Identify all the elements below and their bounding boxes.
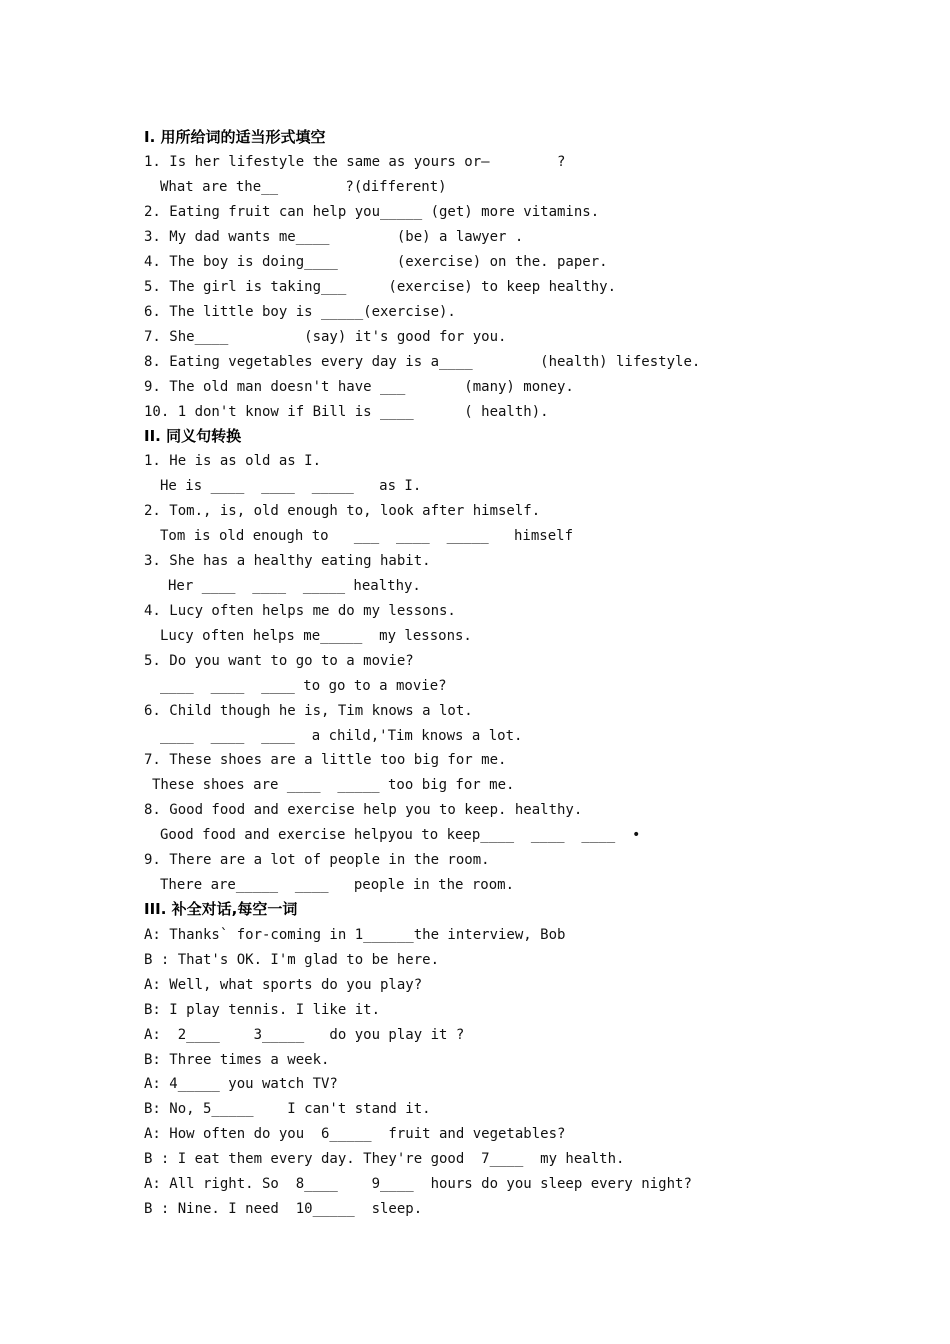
s1-q2: 2. Eating fruit can help you_____ (get) more vitamins. [144,204,600,220]
dialogue-line-6: B: Three times a week. [144,1052,330,1068]
s2-q1-answer: He is ____ ____ _____ as I. [160,478,422,494]
s2-q6-answer: ____ ____ ____ a child,'Tim knows a lot. [160,728,523,744]
s2-q4-answer: Lucy often helps me_____ my lessons. [160,628,472,644]
s2-q8: 8. Good food and exercise help you to keep. healthy. [144,802,583,818]
s1-q5: 5. The girl is taking___ (exercise) to keep healthy. [144,279,617,295]
dialogue-line-4: B: I play tennis. I like it. [144,1002,381,1018]
s2-q1: 1. He is as old as I. [144,453,322,469]
dialogue-line-8: B: No, 5_____ I can't stand it. [144,1101,431,1117]
section-1-heading: I. 用所给词的适当形式填空 [144,128,326,146]
s1-q3: 3. My dad wants me____ (be) a lawyer . [144,229,524,245]
s2-q8-answer: Good food and exercise helpyou to keep____ ____ ____ • [160,827,641,843]
s2-q9: 9. There are a lot of people in the room. [144,852,490,868]
dialogue-line-12: B : Nine. I need 10_____ sleep. [144,1201,423,1217]
section-2-heading: II. 同义句转换 [144,427,242,445]
s1-q1: 1. Is her lifestyle the same as yours or— ? [144,154,566,170]
s2-q9-answer: There are_____ ____ people in the room. [160,877,515,893]
s2-q3: 3. She has a healthy eating habit. [144,553,431,569]
s2-q5-answer: ____ ____ ____ to go to a movie? [160,678,447,694]
s2-q7: 7. These shoes are a little too big for me. [144,752,507,768]
dialogue-line-7: A: 4_____ you watch TV? [144,1076,338,1092]
s2-q6: 6. Child though he is, Tim knows a lot. [144,703,473,719]
dialogue-line-1: A: Thanks` for-coming in 1______the interview, Bob [144,927,566,943]
dialogue-line-5: A: 2____ 3_____ do you play it ? [144,1027,465,1043]
s2-q5: 5. Do you want to go to a movie? [144,653,414,669]
s2-q2: 2. Tom., is, old enough to, look after himself. [144,503,541,519]
dialogue-line-2: B : That's OK. I'm glad to be here. [144,952,440,968]
s1-q4: 4. The boy is doing____ (exercise) on the. paper. [144,254,608,270]
dialogue-line-3: A: Well, what sports do you play? [144,977,423,993]
s2-q4: 4. Lucy often helps me do my lessons. [144,603,456,619]
dialogue-line-11: A: All right. So 8____ 9____ hours do you sleep every night? [144,1176,692,1192]
s2-q2-answer: Tom is old enough to ___ ____ _____ himself [160,528,574,544]
s2-q3-answer: Her ____ ____ _____ healthy. [168,578,421,594]
s1-q6: 6. The little boy is _____(exercise). [144,304,456,320]
section-3-heading: III. 补全对话,每空一词 [144,900,298,918]
dialogue-line-10: B : I eat them every day. They're good 7____ my health. [144,1151,625,1167]
s1-q7: 7. She____ (say) it's good for you. [144,329,507,345]
s1-q9: 9. The old man doesn't have ___ (many) money. [144,379,574,395]
s1-q10: 10. 1 don't know if Bill is ____ ( health). [144,404,549,420]
dialogue-line-9: A: How often do you 6_____ fruit and vegetables? [144,1126,566,1142]
s1-q1-second-line: What are the__ ?(different) [160,179,447,195]
s2-q7-answer: These shoes are ____ _____ too big for me. [152,777,515,793]
s1-q8: 8. Eating vegetables every day is a____ (health) lifestyle. [144,354,701,370]
